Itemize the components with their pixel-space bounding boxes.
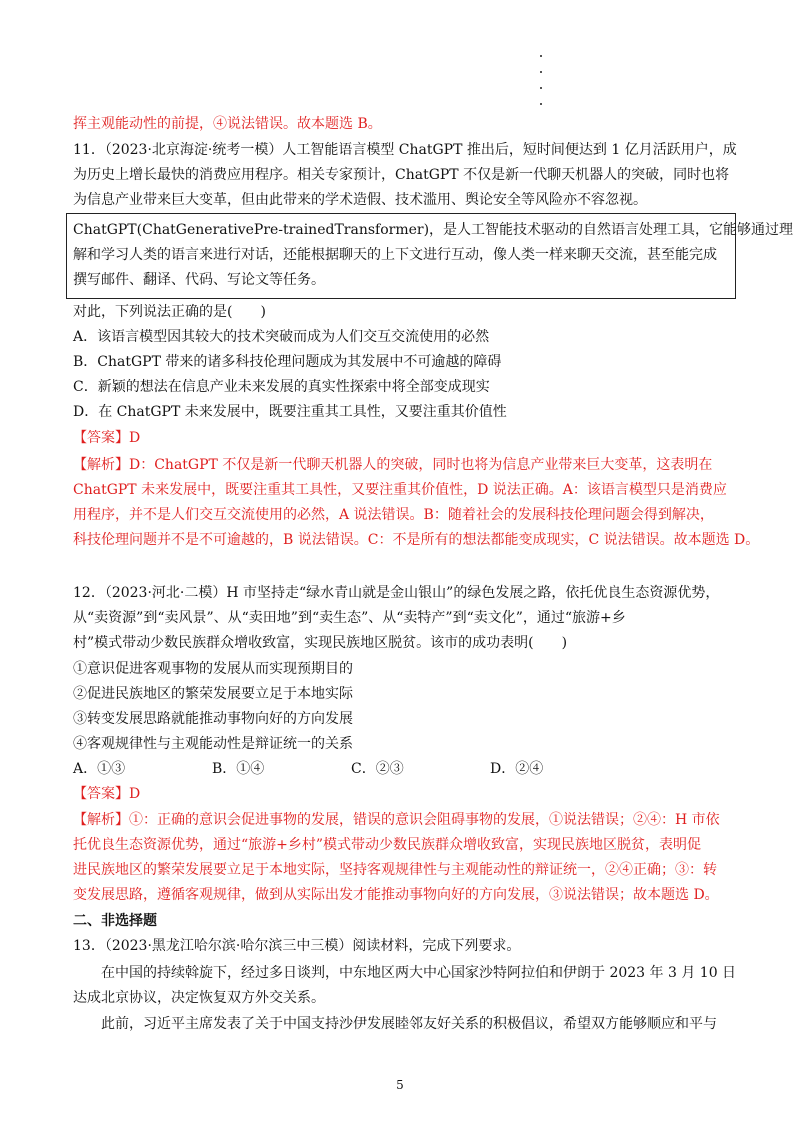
q11-box-line-3: 撰写邮件、翻译、代码、写论文等任务。: [73, 272, 325, 288]
q12-stem-line-3: 村”模式带动少数民族群众增收致富，实现民族地区脱贫。该市的成功表明( ): [73, 635, 568, 651]
q11-answer: 【答案】D: [73, 430, 141, 446]
q11-option-b: B．ChatGPT 带来的诸多科技伦理问题成为其发展中不可逾越的障碍: [73, 354, 502, 370]
previous-analysis-tail: 挥主观能动性的前提，④说法错误。故本题选 B。: [73, 116, 382, 132]
q13-material-line-2: 达成北京协议，决定恢复双方外交关系。: [73, 990, 325, 1006]
q12-choice-c: C．②③: [351, 761, 404, 777]
q12-stem-line-2: 从“卖资源”到“卖风景”、从“卖田地”到“卖生态”、从“卖特产”到“卖文化”，通过“旅游+乡: [73, 610, 626, 626]
q11-prompt: 对此，下列说法正确的是( ): [73, 304, 266, 320]
q13-stem: 13．（2023·黑龙江哈尔滨·哈尔滨三中三模）阅读材料，完成下列要求。: [73, 938, 521, 954]
q11-box-line-1: ChatGPT(ChatGenerativePre-trainedTransformer)，是人工智能技术驱动的自然语言处理工具，它能够通过理: [73, 222, 794, 238]
q11-stem-line-2: 为历史上增长最快的消费应用程序。相关专家预计，ChatGPT 不仅是新一代聊天机器人的突破，同时也将: [73, 167, 730, 183]
q11-analysis-line-1: 【解析】D：ChatGPT 不仅是新一代聊天机器人的突破，同时也将为信息产业带来巨大变革，这表明在: [73, 457, 713, 473]
q12-analysis-line-3: 进民族地区的繁荣发展要立足于本地实际，坚持客观规律性与主观能动性的辩证统一，②④正确；③：转: [73, 862, 717, 878]
q13-material-line-1: 在中国的持续斡旋下，经过多日谈判，中东地区两大中心国家沙特阿拉伯和伊朗于 2023 年 3 月 10 日: [101, 965, 737, 981]
q12-choice-a: A．①③: [73, 761, 126, 777]
q12-choice-d: D．②④: [490, 761, 544, 777]
q12-analysis-line-4: 变发展思路，遵循客观规律，做到从实际出发才能推动事物向好的方向发展，③说法错误；故本题选 D。: [73, 887, 719, 903]
q11-stem-line-1: 11．（2023·北京海淀·统考一模）人工智能语言模型 ChatGPT 推出后，短时间便达到 1 亿月活跃用户，成: [73, 142, 737, 158]
q11-option-a: A．该语言模型因其较大的技术突破而成为人们交互交流使用的必然: [73, 329, 490, 345]
q12-stem-line-1: 12．（2023·河北·二模）H 市坚持走“绿水青山就是金山银山”的绿色发展之路，依托优良生态资源优势，: [73, 585, 720, 601]
q11-box-line-2: 解和学习人类的语言来进行对话，还能根据聊天的上下文进行互动，像人类一样来聊天交流，甚至能完成: [73, 247, 717, 263]
q12-choice-b: B．①④: [212, 761, 265, 777]
q11-analysis-line-4: 科技伦理问题并不是不可逾越的，B 说法错误。C：不是所有的想法都能变成现实，C 说法错误。故本题选 D。: [73, 532, 760, 548]
q12-item-1: ①意识促进客观事物的发展从而实现预期目的: [73, 661, 353, 677]
q12-item-2: ②促进民族地区的繁荣发展要立足于本地实际: [73, 686, 353, 702]
dot: [540, 55, 542, 57]
q11-option-d: D．在 ChatGPT 未来发展中，既要注重其工具性，又要注重其价值性: [73, 404, 507, 420]
dot: [540, 103, 542, 105]
page-number: 5: [396, 1078, 404, 1092]
q12-answer: 【答案】D: [73, 786, 141, 802]
q12-item-4: ④客观规律性与主观能动性是辩证统一的关系: [73, 736, 353, 752]
q11-analysis-line-3: 用程序，并不是人们交互交流使用的必然，A 说法错误。B：随着社会的发展科技伦理问题会得到解决，: [73, 507, 714, 523]
dot: [540, 87, 542, 89]
section-heading: 二、非选择题: [73, 913, 157, 929]
q13-material-line-3: 此前，习近平主席发表了关于中国支持沙伊发展睦邻友好关系的积极倡议，希望双方能够顺应和平与: [101, 1016, 717, 1032]
q12-item-3: ③转变发展思路就能推动事物向好的方向发展: [73, 711, 353, 727]
q11-analysis-line-2: ChatGPT 未来发展中，既要注重其工具性，又要注重其价值性，D 说法正确。A：该语言模型只是消费应: [73, 482, 727, 498]
top-dots: [540, 55, 546, 119]
q11-option-c: C．新颖的想法在信息产业未来发展的真实性探索中将全部变成现实: [73, 379, 490, 395]
dot: [540, 71, 542, 73]
q11-stem-line-3: 为信息产业带来巨大变革，但由此带来的学术造假、技术滥用、舆论安全等风险亦不容忽视。: [73, 192, 647, 208]
q12-analysis-line-1: 【解析】①：正确的意识会促进事物的发展，错误的意识会阻碍事物的发展，①说法错误；②④：H 市依: [73, 812, 720, 828]
q12-analysis-line-2: 托优良生态资源优势，通过“旅游+乡村”模式带动少数民族群众增收致富，实现民族地区脱贫，表明促: [73, 837, 702, 853]
q12-choices: [73, 759, 629, 779]
